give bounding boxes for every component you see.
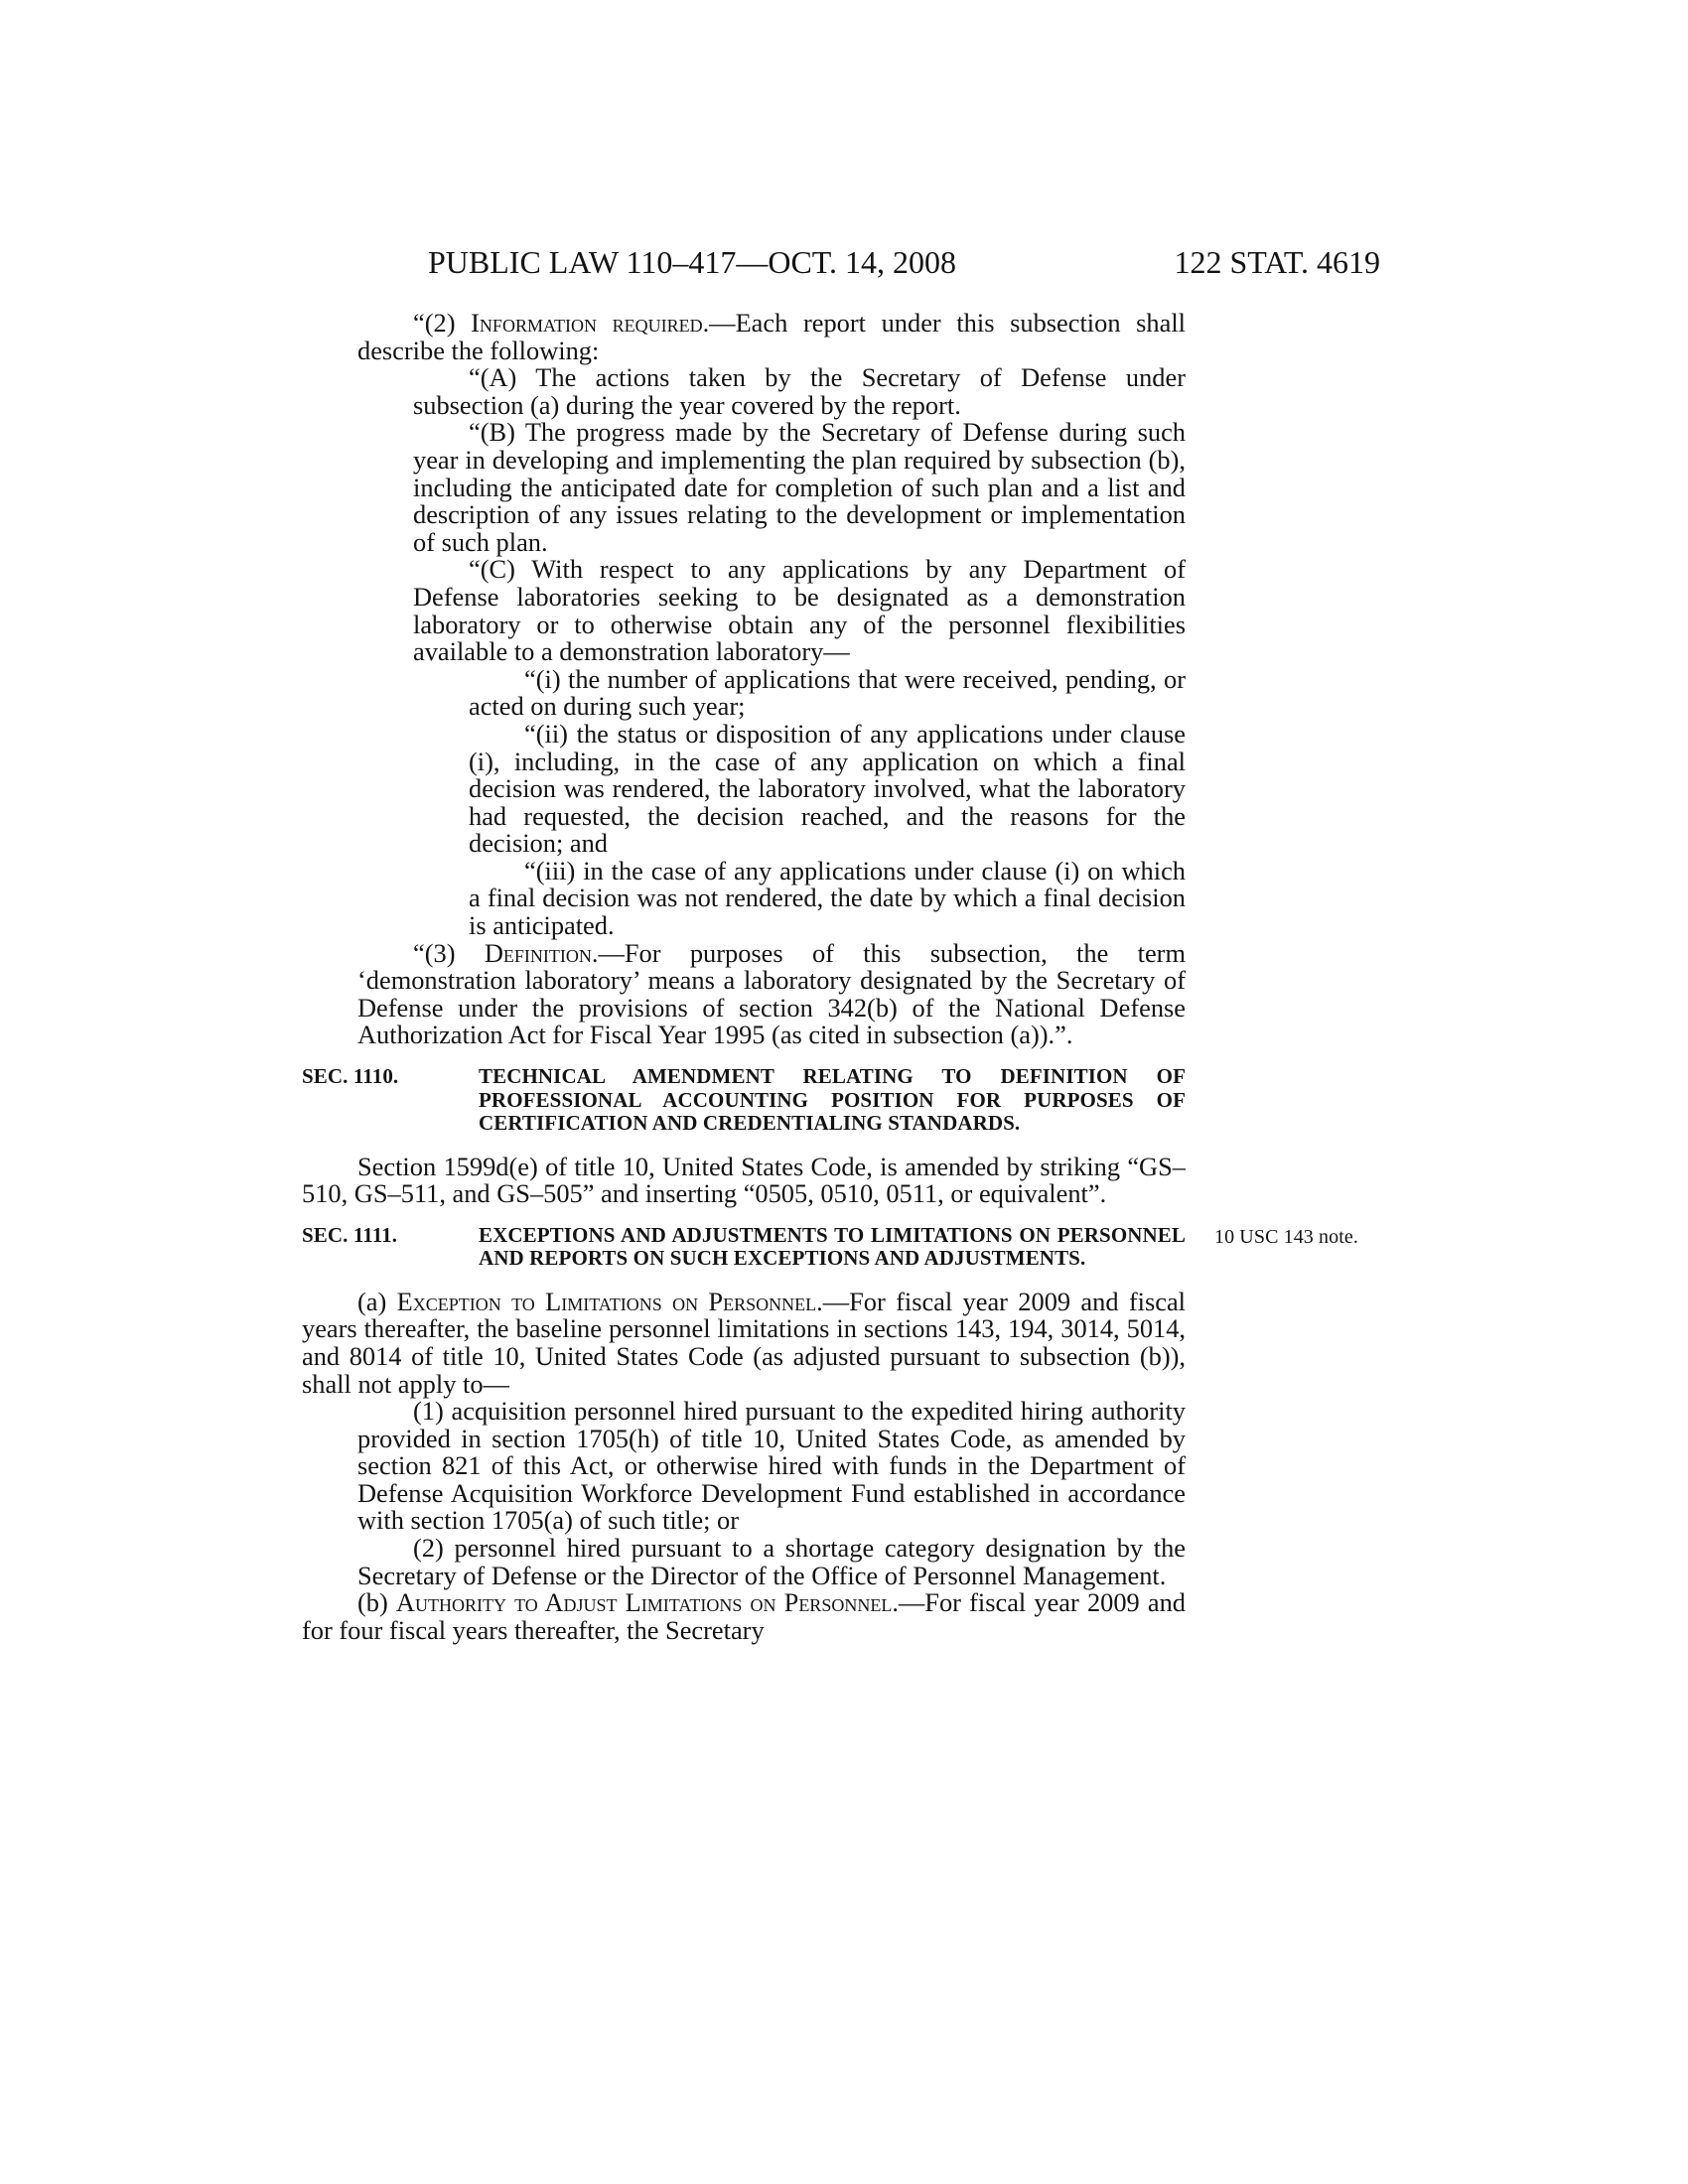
subsection-b-authority bbox=[302, 1589, 1186, 1644]
section-number: SEC. 1110. bbox=[302, 1064, 399, 1089]
page-header bbox=[428, 244, 1380, 284]
subsection-text: .—For fiscal year 2009 and fiscal years thereafter, the baseline personnel limitations in sections 143, 194, 3014, 5014, and 8014 of title 10, United States Code (as adjusted pursuant to subsection (b)), shall not apply to— bbox=[302, 1286, 1186, 1399]
section-title: EXCEPTIONS AND ADJUSTMENTS TO LIMITATIONS ON PERSONNEL AND REPORTS ON SUCH EXCEPTIONS AND ADJUSTMENTS. bbox=[479, 1222, 1186, 1271]
subparagraph-b: “(B) The progress made by the Secretary of Defense during such year in developing and implementing the plan required by subsection (b), including the anticipated date for completion of such plan and a list and description of any issues relating to the development or implementation of such plan. bbox=[413, 417, 1186, 557]
section-title: TECHNICAL AMENDMENT RELATING TO DEFINITION OF PROFESSIONAL ACCOUNTING POSITION FOR PURPOSES OF CERTIFICATION AND CREDENTIALING STANDARDS. bbox=[479, 1064, 1186, 1136]
margin-citation-note: 10 USC 143 note. bbox=[1214, 1225, 1358, 1248]
subparagraph-a: “(A) The actions taken by the Secretary of Defense under subsection (a) during the year covered by the report. bbox=[413, 362, 1186, 420]
subsection-caption: Authority to Adjust Limitations on Personnel bbox=[395, 1587, 893, 1618]
section-heading-1111 bbox=[302, 1222, 1358, 1271]
paragraph-text: .—Each report under this subsection shall describe the following: bbox=[357, 308, 1186, 365]
section-heading-1110 bbox=[302, 1065, 1186, 1136]
stat-page-number: 122 STAT. 4619 bbox=[1174, 244, 1380, 280]
subsection-number: (b) bbox=[357, 1587, 396, 1618]
subsection-text: .—For fiscal year 2009 and for four fiscal years thereafter, the Secretary bbox=[302, 1587, 1186, 1645]
paragraph-definition bbox=[302, 937, 1186, 1050]
section-1110-text: Section 1599d(e) of title 10, United States Code, is amended by striking “GS–510, GS–511, and GS–505” and inserting “0505, 0510, 0511, or equivalent”. bbox=[302, 1151, 1186, 1209]
paragraph-1-acquisition-personnel: (1) acquisition personnel hired pursuant to the expedited hiring authority provided in section 1705(h) of title 10, United States Code, as amended by section 821 of this Act, or otherwise hired with funds in the Department of Defense Acquisition Workforce Development Fund established in accordance with section 1705(a) of such title; or bbox=[357, 1396, 1186, 1536]
paragraph-caption: Information required bbox=[471, 308, 703, 338]
subsection-caption: Exception to Limitations on Personnel bbox=[396, 1286, 817, 1316]
clause-iii: “(iii) in the case of any applications under clause (i) on which a final decision was not rendered, the date by which a final decision is anticipated. bbox=[469, 855, 1186, 941]
document-body bbox=[302, 308, 1358, 1645]
public-law-title: PUBLIC LAW 110–417—OCT. 14, 2008 bbox=[428, 244, 956, 280]
clause-i: “(i) the number of applications that were received, pending, or acted on during such year; bbox=[469, 663, 1186, 722]
subparagraph-c: “(C) With respect to any applications by any Department of Defense laboratories seeking to be designated as a demonstration laboratory or to otherwise obtain any of the personnel flexibilities available to a demonstration laboratory— bbox=[413, 554, 1186, 667]
paragraph-information-required bbox=[302, 310, 1186, 364]
subsection-number: (a) bbox=[357, 1286, 397, 1316]
paragraph-caption: Definition bbox=[484, 937, 592, 968]
subsection-a-exception bbox=[302, 1286, 1186, 1399]
paragraph-number: “(3) bbox=[413, 937, 485, 968]
clause-ii: “(ii) the status or disposition of any applications under clause (i), including, in the case of any application on which a final decision was rendered, the laboratory involved, what the laboratory had requested, the decision reached, and the reasons for the decision; and bbox=[469, 718, 1186, 859]
section-number: SEC. 1111. bbox=[302, 1222, 398, 1247]
paragraph-2-shortage-category: (2) personnel hired pursuant to a shortage category designation by the Secretary of Defense or the Director of the Office of Personnel Management. bbox=[357, 1533, 1186, 1590]
paragraph-text: .—For purposes of this subsection, the term ‘demonstration laboratory’ means a laboratory designated by the Secretary of Defense under the provisions of section 342(b) of the National Defense Authorization Act for Fiscal Year 1995 (as cited in subsection (a)).”. bbox=[357, 937, 1186, 1050]
paragraph-number: “(2) bbox=[413, 308, 472, 338]
